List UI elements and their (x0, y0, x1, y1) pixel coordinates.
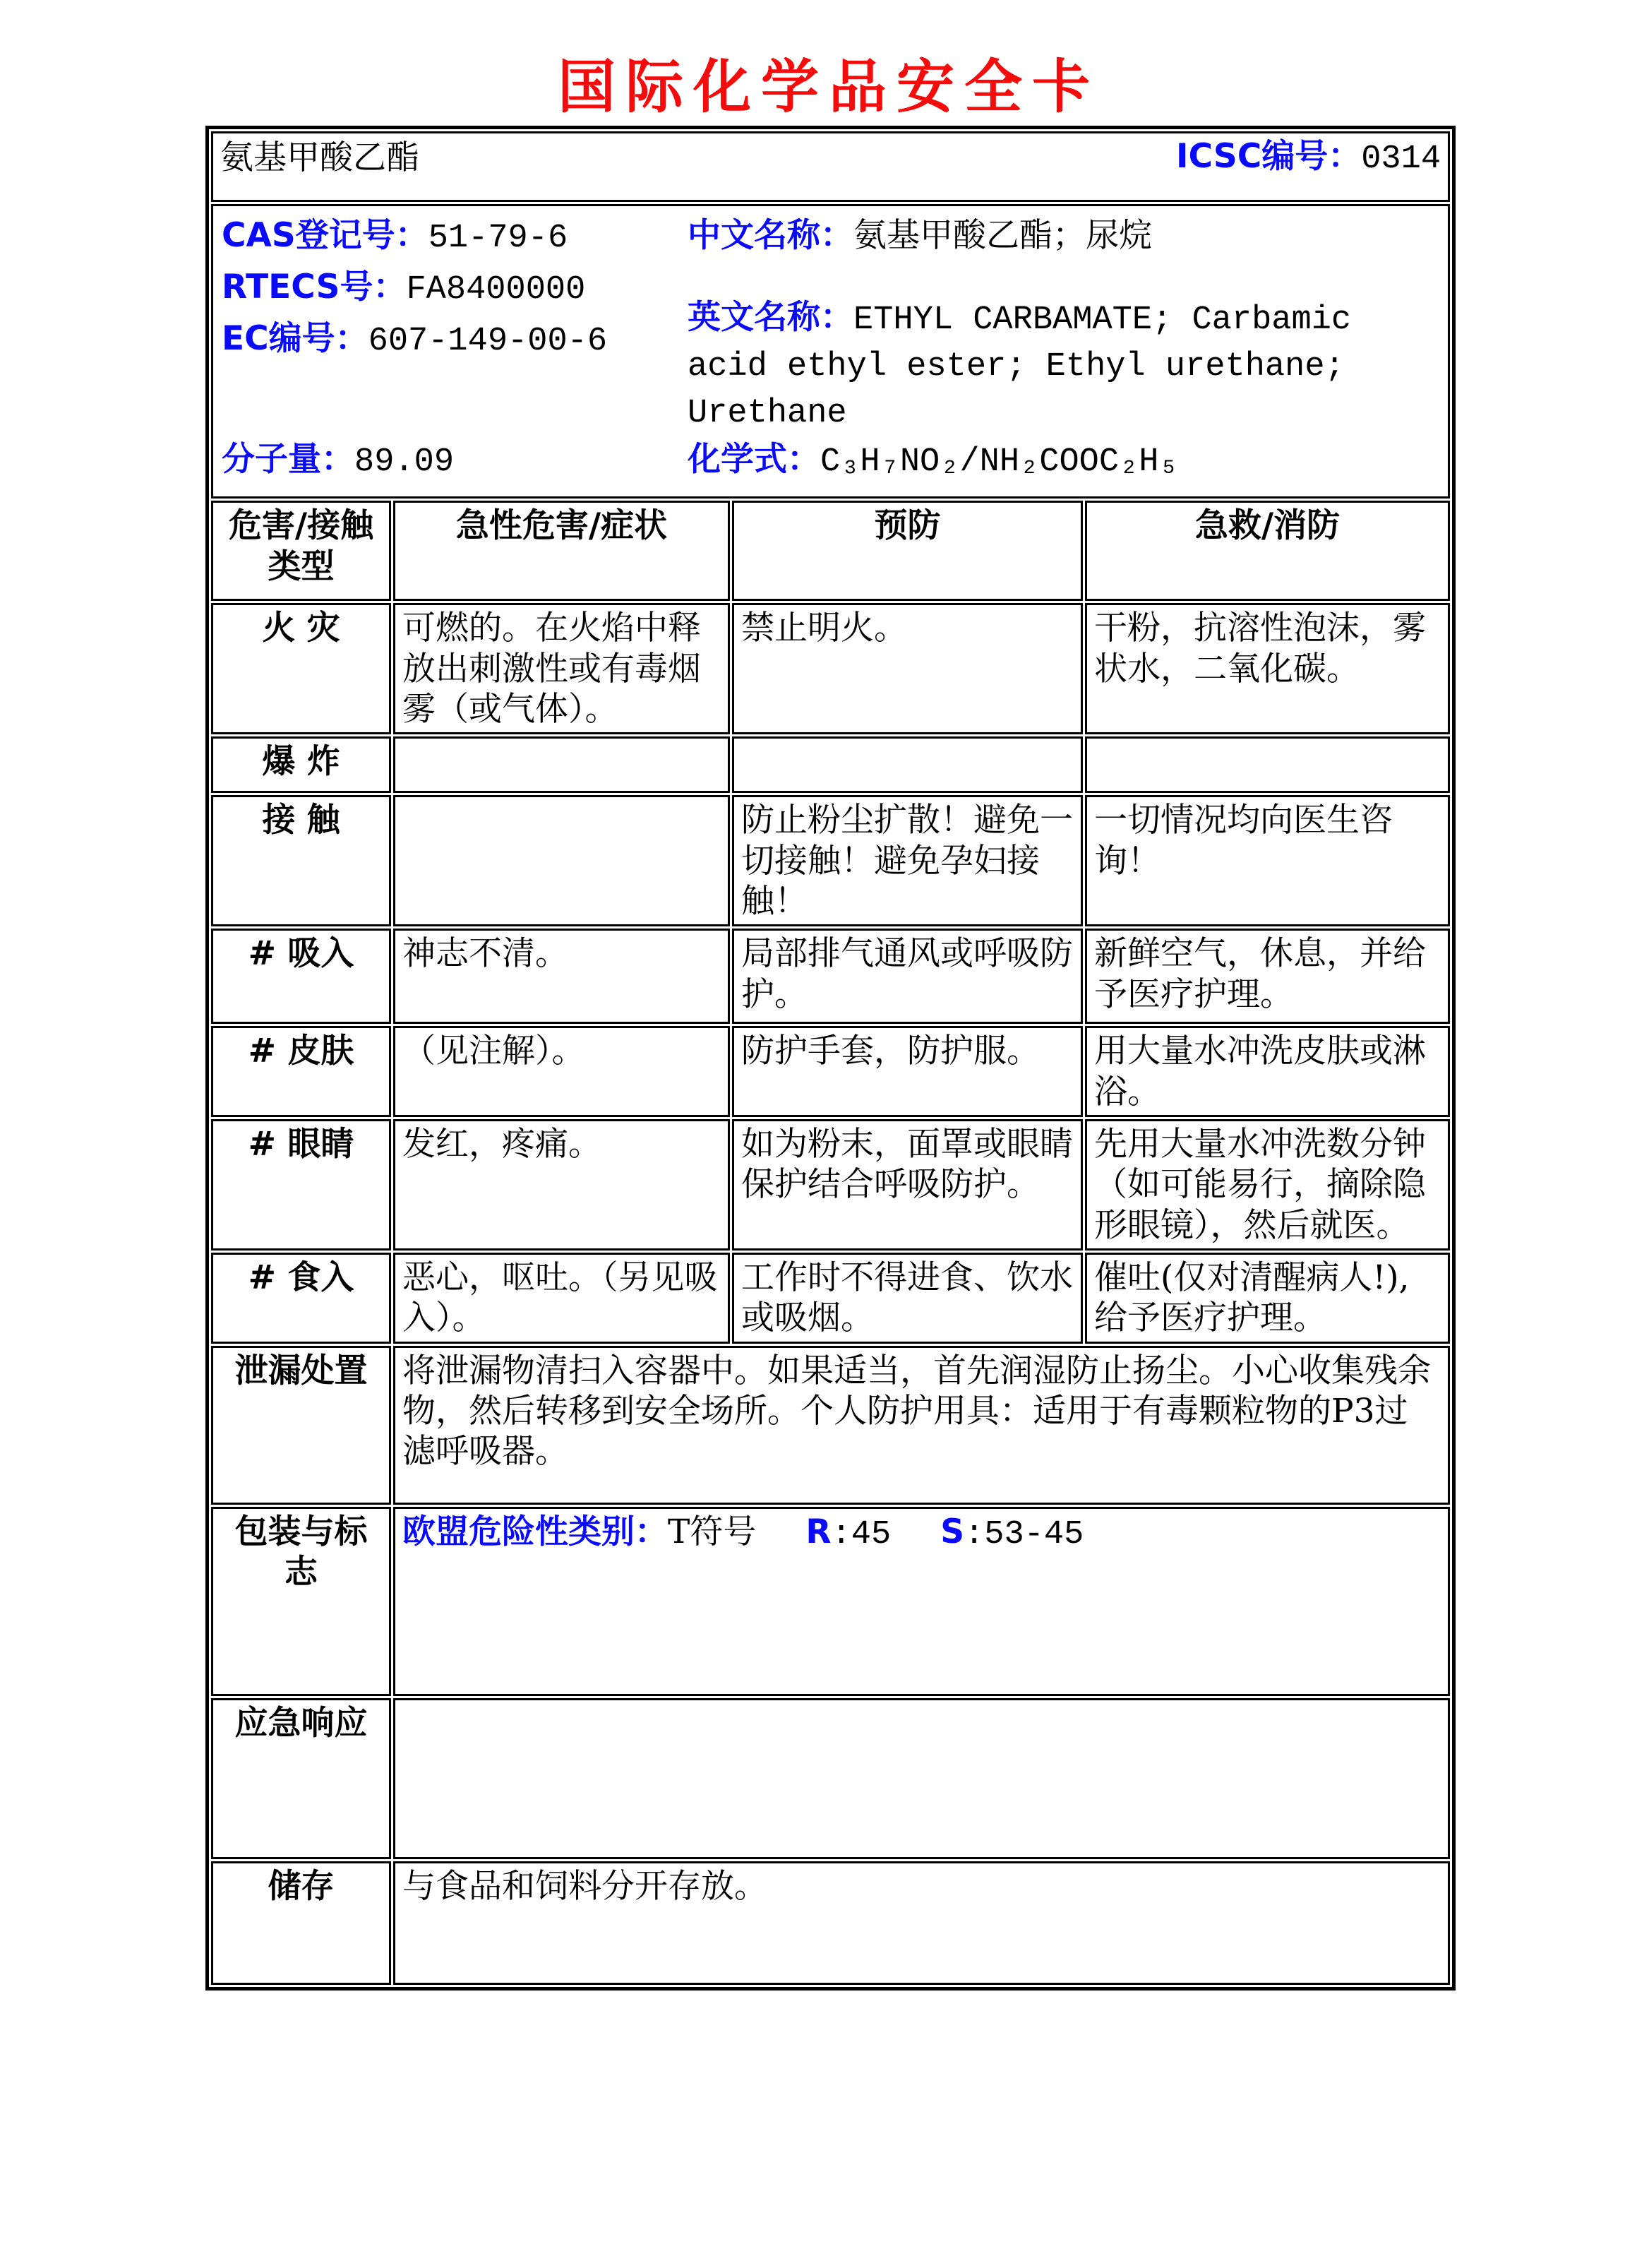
r-phrase-value: :45 (831, 1515, 892, 1553)
identifiers-cell (211, 204, 1450, 499)
eyes-symptoms: 发红，疼痛。 (393, 1119, 730, 1251)
chemical-name: 氨基甲酸乙酯 (220, 138, 419, 177)
cas-number-line (222, 213, 688, 262)
row-label-storage: 储存 (211, 1861, 391, 1985)
row-label-skin: # 皮肤 (211, 1026, 391, 1117)
row-label-ingestion: # 食入 (211, 1253, 391, 1344)
rtecs-number-line (222, 265, 688, 314)
s-phrase-value: :53-45 (964, 1515, 1084, 1553)
column-header-first-aid: 急救/消防 (1085, 501, 1450, 601)
molecular-weight-line (222, 439, 688, 482)
row-label-packaging: 包装与标志 (211, 1507, 391, 1696)
cas-label: CAS登记号： (222, 216, 428, 255)
ec-value: 607-149-00-6 (368, 322, 608, 360)
row-label-emergency-response: 应急响应 (211, 1698, 391, 1859)
row-label-inhalation: # 吸入 (211, 929, 391, 1024)
exposure-prevention: 防止粉尘扩散！避免一切接触！避免孕妇接触！ (732, 795, 1083, 926)
formula-value: C₃H₇NO₂/NH₂COOC₂H₅ (820, 443, 1179, 481)
english-names-value: ETHYL CARBAMATE; Carbamic acid ethyl ester; Ethyl urethane; Urethane (688, 301, 1352, 432)
hazard-row-ingestion (211, 1253, 1450, 1344)
inhalation-symptoms: 神志不清。 (393, 929, 730, 1024)
skin-symptoms: （见注解）。 (393, 1026, 730, 1117)
icsc-number-value: 0314 (1361, 141, 1441, 178)
eyes-first-aid: 先用大量水冲洗数分钟（如可能易行，摘除隐形眼镜），然后就医。 (1085, 1119, 1450, 1251)
rtecs-value: FA8400000 (406, 270, 586, 309)
inhalation-prevention: 局部排气通风或呼吸防护。 (732, 929, 1083, 1024)
storage-row (211, 1861, 1450, 1985)
ingestion-first-aid: 催吐(仅对清醒病人!),给予医疗护理。 (1085, 1253, 1450, 1344)
s-phrase-label: S (940, 1512, 965, 1551)
row-label-eyes: # 眼睛 (211, 1119, 391, 1251)
ec-label: EC编号： (222, 318, 368, 358)
icsc-number-group (1176, 136, 1441, 179)
spill-disposal-content: 将泄漏物清扫入容器中。如果适当，首先润湿防止扬尘。小心收集残余物，然后转移到安全场所。个人防护用具：适用于有毒颗粒物的P3过滤呼吸器。 (393, 1346, 1450, 1505)
page-title: 国际化学品安全卡 (557, 54, 1100, 121)
column-header-hazard-type: 危害/接触类型 (211, 501, 391, 601)
card-header-row (211, 131, 1450, 202)
row-label-spill-disposal: 泄漏处置 (211, 1346, 391, 1505)
molecular-weight-value: 89.09 (354, 443, 455, 481)
fire-symptoms: 可燃的。在火焰中释放出刺激性或有毒烟雾（或气体）。 (393, 603, 730, 734)
eyes-prevention: 如为粉末，面罩或眼睛保护结合呼吸防护。 (732, 1119, 1083, 1251)
hazard-row-fire (211, 603, 1450, 734)
row-label-fire: 火 灾 (211, 603, 391, 734)
fire-first-aid: 干粉，抗溶性泡沫，雾状水，二氧化碳。 (1085, 603, 1450, 734)
ingestion-prevention: 工作时不得进食、饮水或吸烟。 (732, 1253, 1083, 1344)
names-block (688, 213, 1439, 439)
exposure-symptoms (393, 795, 730, 926)
eu-hazard-class-value: T符号 (668, 1512, 757, 1551)
molecular-weight-label: 分子量： (222, 440, 354, 479)
english-name-label: 英文名称： (688, 297, 853, 337)
spill-disposal-row (211, 1346, 1450, 1505)
skin-first-aid: 用大量水冲洗皮肤或淋浴。 (1085, 1026, 1450, 1117)
ec-number-line (222, 316, 688, 365)
inhalation-first-aid: 新鲜空气，休息，并给予医疗护理。 (1085, 929, 1450, 1024)
column-header-symptoms: 急性危害/症状 (393, 501, 730, 601)
emergency-response-content (393, 1698, 1450, 1859)
row-label-explosion: 爆 炸 (211, 736, 391, 793)
storage-content: 与食品和饲料分开存放。 (393, 1861, 1450, 1985)
hazard-row-eyes (211, 1119, 1450, 1251)
formula-line (688, 439, 1439, 482)
registry-numbers-block (222, 213, 688, 439)
cas-value: 51-79-6 (428, 220, 568, 257)
hazard-row-exposure (211, 795, 1450, 926)
r-phrase-label: R (805, 1512, 832, 1551)
icsc-number-label: ICSC编号： (1176, 137, 1362, 176)
formula-label: 化学式： (688, 440, 820, 479)
safety-card-table (205, 126, 1456, 1991)
exposure-first-aid: 一切情况均向医生咨询！ (1085, 795, 1450, 926)
chinese-names-line (688, 213, 1439, 259)
explosion-symptoms (393, 736, 730, 793)
fire-prevention: 禁止明火。 (732, 603, 1083, 734)
hazard-header-row (211, 501, 1450, 601)
skin-prevention: 防护手套，防护服。 (732, 1026, 1083, 1117)
hazard-row-inhalation (211, 929, 1450, 1024)
hazard-row-skin (211, 1026, 1450, 1117)
explosion-prevention (732, 736, 1083, 793)
english-names-line (688, 296, 1439, 436)
explosion-first-aid (1085, 736, 1450, 793)
column-header-prevention: 预防 (732, 501, 1083, 601)
packaging-row (211, 1507, 1450, 1696)
chinese-name-label: 中文名称： (688, 216, 853, 255)
row-label-exposure: 接 触 (211, 795, 391, 926)
emergency-response-row (211, 1698, 1450, 1859)
identifiers-row (211, 204, 1450, 499)
hazard-row-explosion (211, 736, 1450, 793)
ingestion-symptoms: 恶心，呕吐。（另见吸入）。 (393, 1253, 730, 1344)
card-header-cell (211, 131, 1450, 202)
packaging-content (393, 1507, 1450, 1696)
eu-hazard-class-label: 欧盟危险性类别： (402, 1512, 668, 1551)
rtecs-label: RTECS号： (222, 267, 407, 306)
chinese-names-value: 氨基甲酸乙酯；尿烷 (853, 216, 1152, 255)
